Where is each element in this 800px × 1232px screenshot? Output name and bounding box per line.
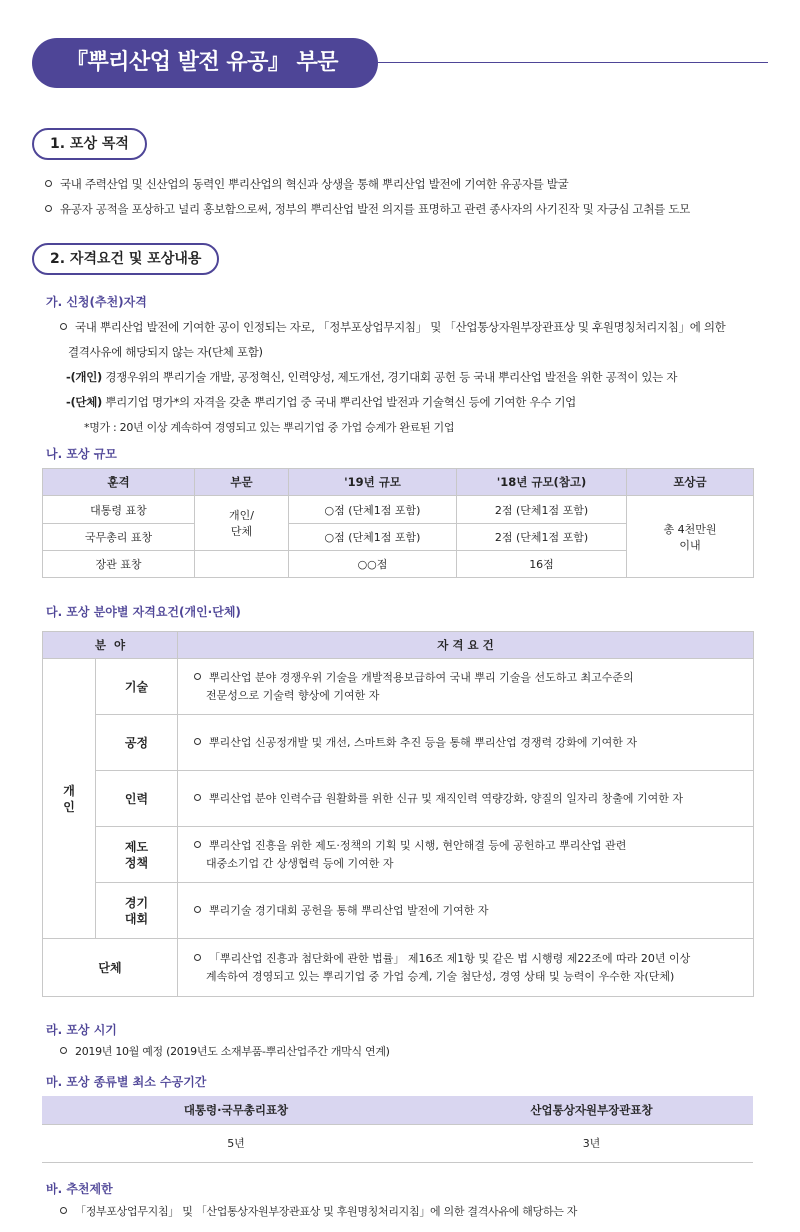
qualification-table xyxy=(42,631,754,997)
page-title: 『뿌리산업 발전 유공』 부문 xyxy=(32,38,378,88)
bullet-icon xyxy=(194,841,201,848)
field-name: 인력 xyxy=(96,771,178,827)
col-header: 산업통상자원부장관표창 xyxy=(430,1096,753,1124)
table-row xyxy=(43,827,754,883)
section1-item: 국내 주력산업 및 신산업의 동력인 뿌리산업의 혁신과 상생을 통해 뿌리산업 발전에 기여한 유공자를 발굴 xyxy=(45,176,568,192)
table-row xyxy=(43,659,754,715)
award-timing: 2019년 10월 예정 (2019년도 소재부품-뿌리산업주간 개막식 연계) xyxy=(60,1043,390,1059)
requirement: 뿌리산업 진흥을 위한 제도·정책의 기획 및 시행, 현안해결 등에 공헌하고 뿌리산업 관련 대중소기업 간 상생협력 등에 기여한 자 xyxy=(178,827,754,883)
col-header: '18년 규모(참고) xyxy=(457,469,627,496)
award-name: 장관 표창 xyxy=(43,551,195,578)
section2-heading: 2. 자격요건 및 포상내용 xyxy=(32,243,219,275)
group-label: 단체 xyxy=(43,939,178,997)
col-header-field: 분 야 xyxy=(43,632,178,659)
subsection-d-title: 라. 포상 시기 xyxy=(46,1023,117,1037)
requirement: 뿌리산업 분야 경쟁우위 기술을 개발적용보급하여 국내 뿌리 기술을 선도하고 최고수준의 전문성으로 기술력 향상에 기여한 자 xyxy=(178,659,754,715)
table-row xyxy=(43,883,754,939)
scale-2019: ○○점 xyxy=(289,551,457,578)
table-row xyxy=(43,715,754,771)
requirement: 「뿌리산업 진흥과 첨단화에 관한 법률」 제16조 제1항 및 같은 법 시행령 제22조에 따라 20년 이상 계속하여 경영되고 있는 뿌리기업 중 가업 승계, 기술 첨단성, 경영 상태 및 능력이 우수한 자(단체) xyxy=(178,939,754,997)
prize-money: 총 4천만원 이내 xyxy=(627,496,754,578)
subsection-f-title: 바. 추천제한 xyxy=(46,1182,113,1196)
col-header: 대통령·국무총리표창 xyxy=(42,1096,430,1124)
requirement: 뿌리산업 분야 인력수급 원활화를 위한 신규 및 재직인력 역량강화, 양질의 일자리 창출에 기여한 자 xyxy=(178,771,754,827)
bullet-icon xyxy=(45,180,52,187)
scale-2018: 2점 (단체1점 포함) xyxy=(457,524,627,551)
bullet-icon xyxy=(194,738,201,745)
table-header-row xyxy=(42,1096,753,1124)
individual-eligibility: -(개인) 경쟁우위의 뿌리기술 개발, 공정혁신, 인력양성, 제도개선, 경기대회 공헌 등 국내 뿌리산업 발전을 위한 공적이 있는 자 xyxy=(66,370,678,384)
table-row xyxy=(43,496,754,524)
page-title-banner xyxy=(32,38,768,88)
section1-heading: 1. 포상 목적 xyxy=(32,128,147,160)
award-scale-table xyxy=(42,468,754,578)
period-value: 3년 xyxy=(430,1124,753,1162)
section1-item: 유공자 공적을 포상하고 널리 홍보함으로써, 정부의 뿌리산업 발전 의지를 표명하고 관련 종사자의 사기진작 및 자긍심 고취를 도모 xyxy=(45,201,690,217)
award-name: 국무총리 표창 xyxy=(43,524,195,551)
period-value: 5년 xyxy=(42,1124,430,1162)
field-name: 공정 xyxy=(96,715,178,771)
col-header-requirement: 자 격 요 건 xyxy=(178,632,754,659)
bullet-icon xyxy=(60,1207,67,1214)
recommendation-restriction: 「정부포상업무지침」 및 「산업통상자원부장관표상 및 후원명칭처리지침」에 의한 결격사유에 해당하는 자 xyxy=(60,1203,577,1219)
bullet-icon xyxy=(194,954,201,961)
eligibility-line-cont: 결격사유에 해당되지 않는 자(단체 포함) xyxy=(68,345,263,359)
bullet-icon xyxy=(45,205,52,212)
eligibility-line: 국내 뿌리산업 발전에 기여한 공이 인정되는 자로, 「정부포상업무지침」 및 「산업통상자원부장관표상 및 후원명칭처리지침」에 의한 xyxy=(60,319,725,335)
minimum-period-table xyxy=(42,1096,753,1163)
table-header-row xyxy=(43,469,754,496)
bullet-icon xyxy=(194,906,201,913)
title-divider xyxy=(378,62,768,63)
individual-label: 개 인 xyxy=(43,659,96,939)
table-header-row xyxy=(43,632,754,659)
award-name: 대통령 표창 xyxy=(43,496,195,524)
eligibility-note: *명가 : 20년 이상 계속하여 경영되고 있는 뿌리기업 중 가업 승계가 완료된 기업 xyxy=(84,421,455,434)
requirement: 뿌리기술 경기대회 공헌을 통해 뿌리산업 발전에 기여한 자 xyxy=(178,883,754,939)
table-row xyxy=(43,771,754,827)
requirement: 뿌리산업 신공정개발 및 개선, 스마트화 추진 등을 통해 뿌리산업 경쟁력 강화에 기여한 자 xyxy=(178,715,754,771)
subsection-a-title: 가. 신청(추천)자격 xyxy=(46,295,147,309)
subsection-b-title: 나. 포상 규모 xyxy=(46,447,117,461)
col-header: 포상금 xyxy=(627,469,754,496)
group-eligibility: -(단체) 뿌리기업 명가*의 자격을 갖춘 뿌리기업 중 국내 뿌리산업 발전과 기술혁신 등에 기여한 우수 기업 xyxy=(66,395,576,409)
award-category-empty xyxy=(195,551,289,578)
col-header: 훈격 xyxy=(43,469,195,496)
bullet-icon xyxy=(60,323,67,330)
award-category: 개인/ 단체 xyxy=(195,496,289,551)
bullet-icon xyxy=(194,794,201,801)
table-row xyxy=(43,939,754,997)
subsection-e-title: 마. 포상 종류별 최소 수공기간 xyxy=(46,1075,207,1089)
field-name: 기술 xyxy=(96,659,178,715)
scale-2019: ○점 (단체1점 포함) xyxy=(289,496,457,524)
field-name: 경기 대회 xyxy=(96,883,178,939)
bullet-icon xyxy=(60,1047,67,1054)
scale-2018: 2점 (단체1점 포함) xyxy=(457,496,627,524)
field-name: 제도 정책 xyxy=(96,827,178,883)
scale-2018: 16점 xyxy=(457,551,627,578)
bullet-icon xyxy=(194,673,201,680)
scale-2019: ○점 (단체1점 포함) xyxy=(289,524,457,551)
subsection-c-title: 다. 포상 분야별 자격요건(개인·단체) xyxy=(46,605,241,619)
col-header: '19년 규모 xyxy=(289,469,457,496)
col-header: 부문 xyxy=(195,469,289,496)
table-row xyxy=(42,1124,753,1162)
